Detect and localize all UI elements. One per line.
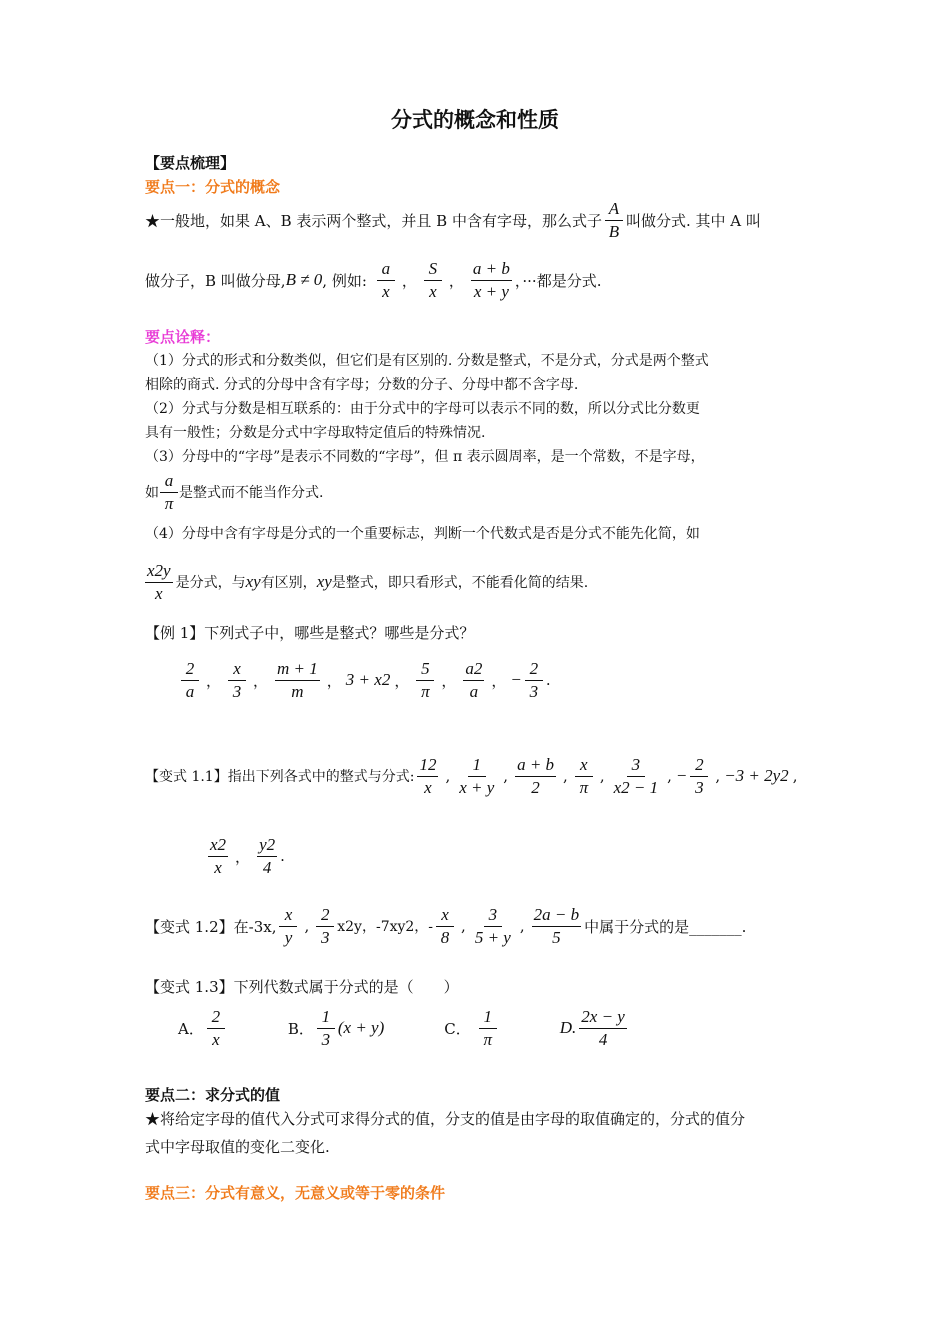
page-title: 分式的概念和性质 [391,108,559,132]
denominator-condition: B ≠ 0 [285,270,323,290]
math-xy-1: xy [245,572,261,592]
variant-1-3-options [178,1008,690,1049]
ex1-item-4: 3 + x2 [345,670,391,690]
variant-1-3-label: 【变式 1.3】下列代数式属于分式的是（ ） [145,978,459,996]
ex1-end: . [545,671,551,690]
ex1-item-2: $\frac{x}{3}$ [228,660,246,701]
point-2-line-1: ★将给定字母的值代入分式可求得分式的值，分支的值是由字母的取值确定的，分式的值分 [145,1110,746,1128]
variant-1-1-line-2: $\frac{x2}{x}$ ， $\frac{y2}{4}$ . [210,835,285,877]
example-1-label: 【例 1】下列式子中，哪些是整式？哪些是分式？ [145,624,475,642]
v11-item-6: $\frac{2}{3}$ [690,756,708,797]
example-fraction-1: $\frac{a}{x}$ [377,260,395,301]
v11-item-7: −3 + 2y2 [724,766,789,786]
variant-1-1-line-1: 【变式 1.1】指出下列各式中的整式与分式: $\frac{12}{x}$ , $\frac{1}{x + y}$ , $\frac{a + b}{2}$ , $\frac{x}{\pi}$ , $\frac{3}{x2 - 1}$ , − $\frac{2}{3}$ , −3 + 2y2 , [145,755,798,797]
section-heading-point-1: 要点一：分式的概念 [145,178,281,196]
v11-item-4: $\frac{x}{\pi}$ [575,756,593,797]
section-heading-point-2: 要点二：求分式的值 [145,1086,281,1104]
v11-item-2: $\frac{1}{x + y}$ [459,755,495,797]
option-b[interactable]: B． $\frac{1}{3}$ (x + y) [287,1007,385,1049]
note-3-line-2 [145,472,323,513]
option-c[interactable]: C． $\frac{1}{\pi}$ [444,1008,499,1049]
note-4-line-2 [145,562,588,603]
definition-line-1 [145,200,761,241]
v12-tail: 中属于分式的是_______. [584,917,747,936]
definition-text-3: 做分子，B 叫做分母, [145,271,286,290]
v12-frac-3: $\frac{x}{8}$ [436,906,454,947]
definition-text-1: ★一般地，如果 A、B 表示两个整式，并且 B 中含有字母，那么式子 [145,211,602,230]
example-1-expressions: $\frac{2}{a}$ ， $\frac{x}{3}$ ， $\frac{m + 1}{m}$ ， 3 + x2 ， $\frac{5}{\pi}$ ， $\frac{a2}{a}$ ， − $\frac{2}{3}$ . [178,660,551,701]
section-heading-notes: 要点诠释： [145,328,221,346]
ex1-item-3: $\frac{m + 1}{m}$ [277,659,318,701]
note-3-suffix: 是整式而不能当作分式. [179,485,324,502]
note-4-text-b: 是分式，与 [175,575,246,592]
definition-line-2: 做分子，B 叫做分母, B ≠ 0 , 例如: $\frac{a}{x}$ ， $\frac{S}{x}$ ， $\frac{a + b}{x + y}$ ，···都是分式. [145,259,602,301]
section-heading-key-points: 【要点梳理】 [145,154,236,172]
variant-1-2-label: 【变式 1.2】在-3x, [145,917,277,936]
note-1-line-2: 相除的商式. 分式的分母中含有字母；分数的分子、分母中都不含字母. [145,377,579,393]
v11-item-8: $\frac{x2}{x}$ [210,835,227,877]
v11-item-5: $\frac{3}{x2 - 1}$ [613,755,659,797]
point-2-line-2: 式中字母取值的变化二变化. [145,1138,330,1156]
v11-item-3: $\frac{a + b}{2}$ [517,755,555,797]
fraction-a-over-pi: $\frac{a}{\pi}$ [160,472,178,513]
v12-frac-2: $\frac{2}{3}$ [316,906,334,947]
option-a[interactable]: A． $\frac{2}{x}$ [178,1008,228,1049]
ex1-item-1: $\frac{2}{a}$ [181,660,199,701]
math-xy-2: xy [316,572,332,592]
v11-item-1: $\frac{12}{x}$ [419,755,437,797]
fraction-x2y-over-x: $\frac{x2y}{x}$ [147,561,171,603]
v12-frac-5: $\frac{2a - b}{5}$ [533,905,580,947]
definition-text-4: , 例如: [322,271,367,290]
variant-1-2: 【变式 1.2】在-3x, $\frac{x}{y}$ , $\frac{2}{3}$ x2y，-7xy2，- $\frac{x}{8}$ , $\frac{3}{5 + y}$ , $\frac{2a - b}{5}$ 中属于分式的是_______. [145,905,747,947]
v12-frac-1: $\frac{x}{y}$ [279,906,297,947]
note-2-line-1: （2）分式与分数是相互联系的：由于分式中的字母可以表示不同的数，所以分式比分数更 [145,401,700,417]
ex1-item-5: $\frac{5}{\pi}$ [416,660,434,701]
v12-text-1: x2y，-7xy2，- [337,919,434,936]
variant-1-1-label: 【变式 1.1】指出下列各式中的整式与分式: [145,769,415,786]
definition-text-2: 叫做分式. 其中 A 叫 [625,211,761,230]
note-4-text-c: 有区别， [260,575,317,592]
definition-tail: ，···都是分式. [514,271,602,290]
note-4-text-d: 是整式，即只看形式，不能看化简的结果. [331,575,589,592]
note-3-prefix: 如 [145,485,159,502]
v11-item-6-sign: − [675,766,688,786]
v12-frac-4: $\frac{3}{5 + y}$ [474,905,511,947]
note-2-line-2: 具有一般性；分数是分式中字母取特定值后的特殊情况. [145,425,486,441]
example-fraction-3: $\frac{a + b}{x + y}$ [472,259,510,301]
section-heading-point-3: 要点三：分式有意义，无意义或等于零的条件 [145,1184,446,1202]
note-4-line-1: （4）分母中含有字母是分式的一个重要标志，判断一个代数式是否是分式不能先化简，如 [145,526,700,542]
fraction-a-over-b: $\frac{A}{B}$ [605,200,623,241]
option-d[interactable]: D. $\frac{2x - y}{4}$ [559,1007,625,1049]
v11-item-9: $\frac{y2}{4}$ [259,835,276,877]
ex1-item-7: $\frac{2}{3}$ [525,660,543,701]
note-1-line-1: （1）分式的形式和分数类似，但它们是有区别的. 分数是整式，不是分式，分式是两个整式 [145,353,709,369]
example-fraction-2: $\frac{S}{x}$ [424,260,442,301]
ex1-item-6: $\frac{a2}{a}$ [465,659,483,701]
ex1-item-7-sign: − [510,670,522,690]
note-3-line-1: （3）分母中的“字母”是表示不同数的“字母”，但 π 表示圆周率，是一个常数，不是字母， [145,449,705,465]
v11-end: . [280,847,285,866]
